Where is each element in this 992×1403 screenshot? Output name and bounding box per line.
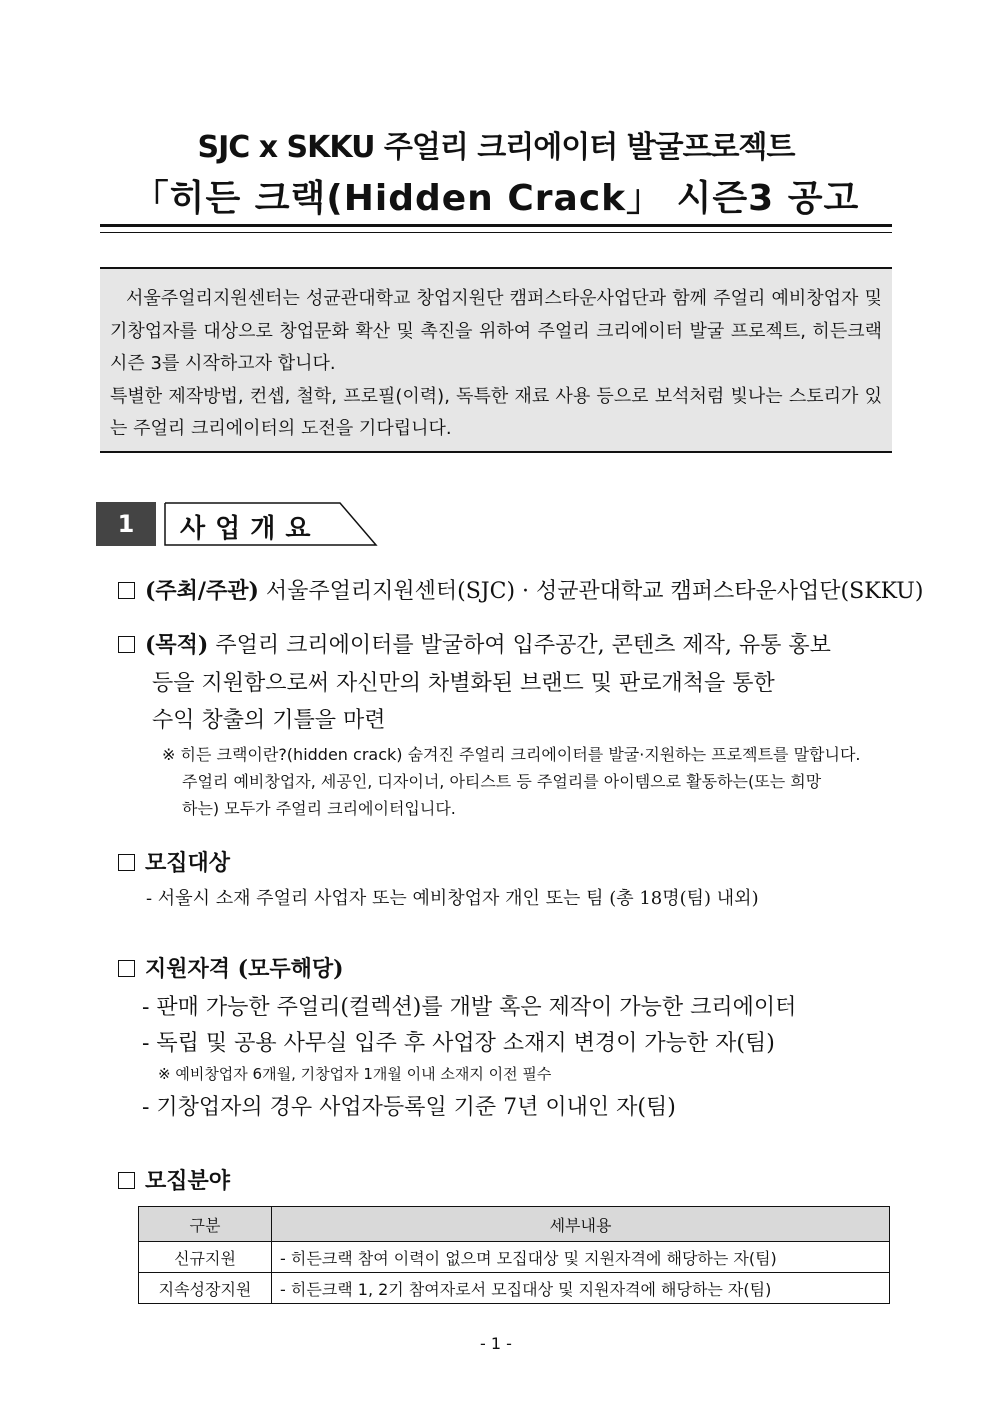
purpose-line1: 주얼리 크리에이터를 발굴하여 입주공간, 콘텐츠 제작, 유통 홍보 <box>215 633 831 658</box>
purpose-item <box>118 628 831 659</box>
purpose-note-1: ※ 히든 크랙이란?(hidden crack) 숨겨진 주얼리 크리에이터를 발굴·지원하는 프로젝트를 말합니다. <box>162 745 861 764</box>
section-number: 1 <box>96 502 156 546</box>
title-divider <box>100 224 892 233</box>
purpose-note-3: 하는) 모두가 주얼리 크리에이터입니다. <box>182 799 456 818</box>
eligibility-label: 지원자격 (모두해당) <box>145 956 344 982</box>
eligibility-line2: - 독립 및 공용 사무실 입주 후 사업장 소재지 변경이 가능한 자(팀) <box>142 1031 775 1056</box>
target-text: - 서울시 소재 주얼리 사업자 또는 예비창업자 개인 또는 팀 (총 18명(팀) 내외) <box>146 888 759 909</box>
table-cell-detail: - 히든크랙 참여 이력이 없으며 모집대상 및 지원자격에 해당하는 자(팀) <box>272 1242 890 1273</box>
table-cell-category: 신규지원 <box>139 1242 272 1273</box>
table-header-cell: 구분 <box>139 1207 272 1242</box>
intro-box <box>100 267 892 453</box>
purpose-note-2: 주얼리 예비창업자, 세공인, 디자이너, 아티스트 등 주얼리를 아이템으로 활동하는(또는 희망 <box>182 772 822 791</box>
eligibility-line3: - 기창업자의 경우 사업자등록일 기준 7년 이내인 자(팀) <box>142 1095 676 1120</box>
table-header-cell: 세부내용 <box>272 1207 890 1242</box>
purpose-line2: 등을 지원함으로써 자신만의 차별화된 브랜드 및 판로개척을 통한 <box>152 671 775 696</box>
table-cell-category: 지속성장지원 <box>139 1273 272 1304</box>
table-row <box>139 1242 890 1273</box>
host-text: 서울주얼리지원센터(SJC) · 성균관대학교 캠퍼스타운사업단(SKKU) <box>265 579 924 604</box>
eligibility-item <box>118 952 344 983</box>
fields-table <box>138 1206 890 1304</box>
section-title: 사업개요 <box>180 514 321 544</box>
checkbox-icon <box>118 636 135 653</box>
checkbox-icon <box>118 960 135 977</box>
table-header-row <box>139 1207 890 1242</box>
section-title-tab <box>164 502 378 546</box>
purpose-label: (목적) <box>145 632 209 658</box>
fields-label: 모집분야 <box>145 1168 231 1194</box>
target-label: 모집대상 <box>145 850 231 876</box>
table-row <box>139 1273 890 1304</box>
intro-paragraph-2: 특별한 제작방법, 컨셉, 철학, 프로필(이력), 독특한 재료 사용 등으로 보석처럼 빛나는 스토리가 있는 주얼리 크리에이터의 도전을 기다립니다. <box>110 385 882 439</box>
host-item <box>118 574 923 605</box>
table-cell-detail: - 히든크랙 1, 2기 참여자로서 모집대상 및 지원자격에 해당하는 자(팀) <box>272 1273 890 1304</box>
checkbox-icon <box>118 582 135 599</box>
eligibility-note: ※ 예비창업자 6개월, 기창업자 1개월 이내 소재지 이전 필수 <box>158 1065 552 1083</box>
purpose-line3: 수익 창출의 기틀을 마련 <box>152 708 386 733</box>
document-title-line2: 「히든 크랙(Hidden Crack」 시즌3 공고 <box>132 178 860 219</box>
host-label: (주최/주관) <box>145 578 259 604</box>
eligibility-line1: - 판매 가능한 주얼리(컬렉션)를 개발 혹은 제작이 가능한 크리에이터 <box>142 995 797 1020</box>
checkbox-icon <box>118 1172 135 1189</box>
target-item <box>118 846 230 877</box>
intro-paragraph-1: 서울주얼리지원센터는 성균관대학교 창업지원단 캠퍼스타운사업단과 함께 주얼리 예비창업자 및 기창업자를 대상으로 창업문화 확산 및 촉진을 위하여 주얼리 크리에이터 발굴 프로젝트, 히든크랙 시즌 3를 시작하고자 합니다. <box>110 288 882 374</box>
fields-item <box>118 1164 230 1195</box>
document-title-line1: SJC x SKKU 주얼리 크리에이터 발굴프로젝트 <box>197 130 795 165</box>
checkbox-icon <box>118 854 135 871</box>
page-number: - 1 - <box>480 1334 512 1353</box>
